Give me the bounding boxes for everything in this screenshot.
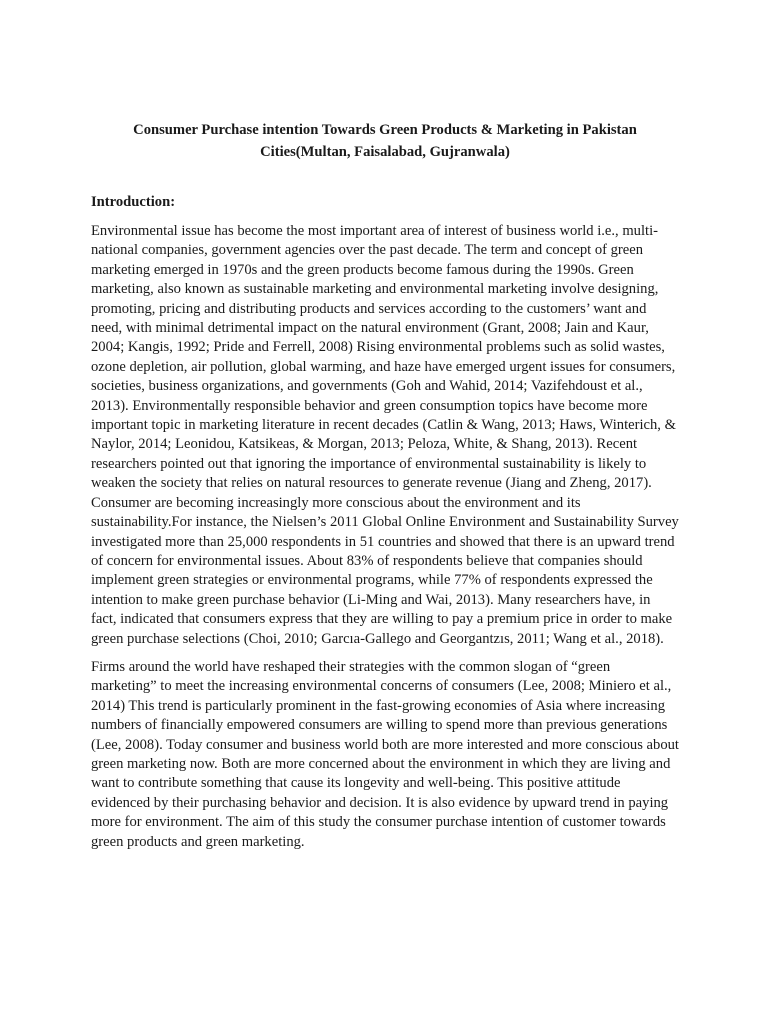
paragraph-introduction-1: Environmental issue has become the most important area of interest of business world i.e., multi-national companies, government agencies over the past decade. The term and concept of green marketing emerged in 1970s and the green products become famous during the 1990s. Green marketing, also known as sustainable marketing and environmental marketing involve designing, promoting, pricing and distributing products and services according to the customers’ want and need, with minimal detrimental impact on the natural environment (Grant, 2008; Jain and Kaur, 2004; Kangis, 1992; Pride and Ferrell, 2008) Rising environmental problems such as solid wastes, ozone depletion, air pollution, global warming, and haze have emerged urgent issues for consumers, societies, business organizations, and governments (Goh and Wahid, 2014; Vazifehdoust et al., 2013). Environmentally responsible behavior and green consumption topics have become more important topic in marketing literature in recent decades (Catlin & Wang, 2013; Haws, Winterich, & Naylor, 2014; Leonidou, Katsikeas, & Morgan, 2013; Peloza, White, & Shang, 2013). Recent researchers pointed out that ignoring the importance of environmental sustainability is likely to weaken the society that relies on natural resources to generate revenue (Jiang and Zheng, 2017). Consumer are becoming increasingly more conscious about the environment and its sustainability.For instance, the Nielsen’s 2011 Global Online Environment and Sustainability Survey investigated more than 25,000 respondents in 51 countries and showed that there is an upward trend of concern for environmental issues. About 83% of respondents believe that companies should implement green strategies or environmental programs, while 77% of respondents expressed the intention to make green purchase behavior (Li-Ming and Wai, 2013). Many researchers have, in fact, indicated that consumers express that they are willing to pay a premium price in order to make green purchase selections (Choi, 2010; Garcıa-Gallego and Georgantzıs, 2011; Wang et al., 2018).: [91, 223, 679, 647]
paragraph-introduction-2: Firms around the world have reshaped their strategies with the common slogan of “green marketing” to meet the increasing environmental concerns of consumers (Lee, 2008; Miniero et al., 2014) This trend is particularly prominent in the fast-growing economies of Asia where increasing numbers of financially empowered consumers are willing to spend more than previous generations (Lee, 2008). Today consumer and business world both are more interested and more conscious about green marketing now. Both are more concerned about the environment in which they are living and want to contribute something that cause its longevity and well-being. This positive attitude evidenced by their purchasing behavior and decision. It is also evidence by upward trend in paying more for environment. The aim of this study the consumer purchase intention of customer towards green products and green marketing.: [91, 658, 679, 850]
section-heading: Introduction:: [91, 194, 176, 210]
document-title: Consumer Purchase intention Towards Green Products & Marketing in Pakistan Cities(Multan, Faisalabad, Gujranwala): [133, 122, 637, 160]
